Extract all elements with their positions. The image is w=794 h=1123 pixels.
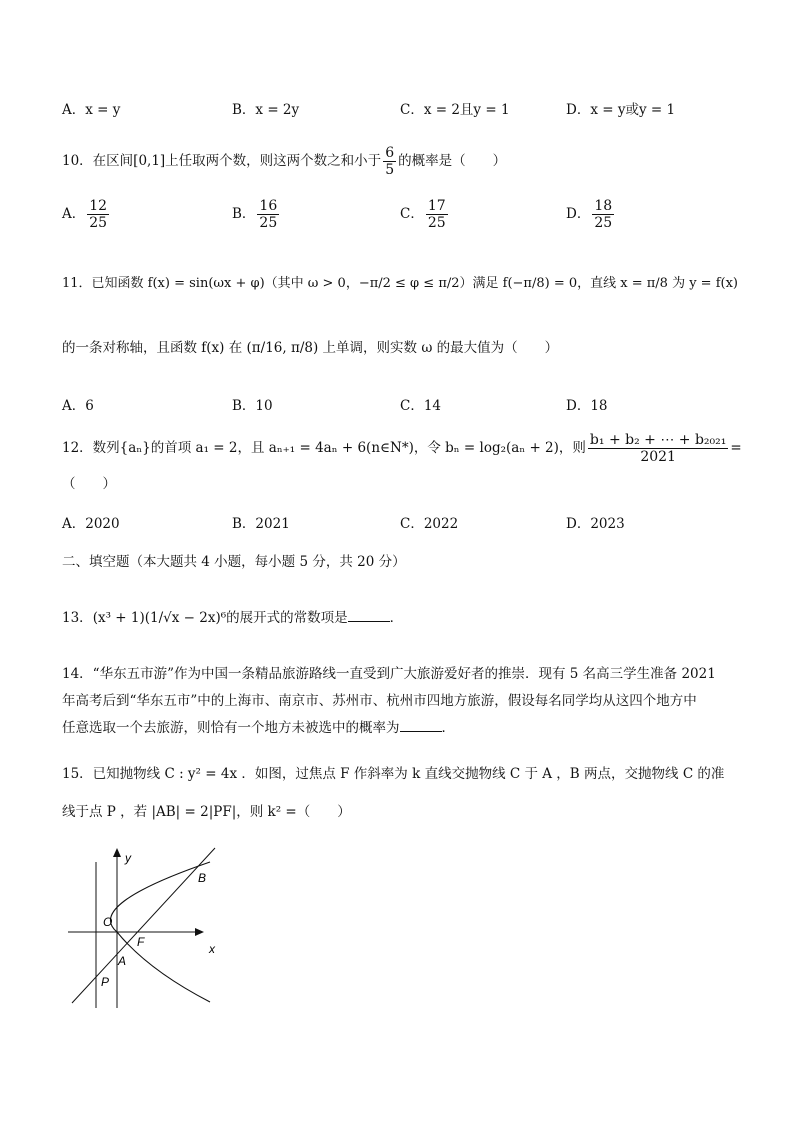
q10-d-label: D． <box>566 206 591 222</box>
q10-b-num: 16 <box>259 198 278 214</box>
label-a: A <box>118 954 127 968</box>
q12-eq: = <box>730 440 742 456</box>
q13-suffix: 的展开式的常数项是 <box>226 610 348 626</box>
q10-stem-a: 10．在区间[0,1]上任取两个数，则这两个数之和小于 <box>62 153 382 169</box>
q10-frac-den: 5 <box>385 162 395 178</box>
q14-line1: 14．“华东五市游”作为中国一条精品旅游路线一直受到广大旅游爱好者的推崇．现有 5 名高三学生准备 2021 <box>62 666 716 682</box>
q9-options <box>62 98 742 122</box>
q10-stem-b: 的概率是（ ） <box>398 153 507 169</box>
q10-options <box>62 198 742 238</box>
q10-a-label: A． <box>62 206 86 222</box>
q11-line1: 11．已知函数 f(x) = sin(ωx + φ)（其中 ω > 0，−π/2 ≤ φ ≤ π/2）满足 f(−π/8) = 0，直线 x = π/8 为 y = f(x) <box>62 276 738 291</box>
q11-option-d: D．18 <box>566 398 608 414</box>
q11-options <box>62 394 742 418</box>
q12-options <box>62 512 742 536</box>
q9-option-b: B．x = 2y <box>232 102 300 118</box>
q13-expr: (x³ + 1)(1/√x − 2x)⁶ <box>92 610 227 626</box>
label-o: O <box>103 915 113 929</box>
q15-line2: 线于点 P ，若 |AB| = 2|PF|，则 k² =（ ） <box>62 804 351 820</box>
q10-d-den: 25 <box>594 215 613 231</box>
q10-option-b <box>232 198 281 231</box>
q11-option-b: B．10 <box>232 398 273 414</box>
q9-option-d: D．x = y或y = 1 <box>566 102 676 118</box>
q10-b-label: B． <box>232 206 256 222</box>
q12-line2: （ ） <box>62 476 116 492</box>
q12-option-b: B．2021 <box>232 516 290 532</box>
q10-d-num: 18 <box>594 198 613 214</box>
section-title: 二、填空题（本大题共 4 小题，每小题 5 分，共 20 分） <box>62 554 406 570</box>
y-axis-arrow <box>113 848 121 857</box>
q10-c-den: 25 <box>427 215 446 231</box>
label-b: B <box>198 871 207 885</box>
q12-option-d: D．2023 <box>566 516 625 532</box>
q12-fraction <box>588 432 728 465</box>
q13 <box>62 606 403 626</box>
label-p: P <box>101 975 110 989</box>
q10-option-c <box>400 198 450 231</box>
q10-fraction <box>383 145 396 178</box>
x-axis-arrow <box>195 928 204 936</box>
q13-answer-blank <box>348 609 390 622</box>
q14-line3-text: 任意选取一个去旅游，则恰有一个地方未被选中的概率为 <box>62 720 400 736</box>
q10-c-num: 17 <box>427 198 446 214</box>
label-f: F <box>137 935 145 949</box>
q14-end: ． <box>441 720 455 736</box>
focal-chord-line <box>72 848 215 1003</box>
q14-line2: 年高考后到“华东五市”中的上海市、南京市、苏州市、杭州市四地方旅游，假设每名同学均从这四个地方中 <box>62 693 697 709</box>
q10-a-den: 25 <box>89 215 108 231</box>
q12-frac-num: b₁ + b₂ + ⋯ + b₂₀₂₁ <box>589 432 727 448</box>
q12-option-a: A．2020 <box>62 516 120 532</box>
q13-prefix: 13． <box>62 610 93 626</box>
q10-option-d <box>566 198 616 231</box>
q10-stem <box>62 145 506 178</box>
q14-line3 <box>62 716 455 736</box>
q10-frac-num: 6 <box>385 145 395 161</box>
q12-option-c: C．2022 <box>400 516 459 532</box>
parabola-figure <box>60 840 230 1015</box>
q9-option-a: A．x = y <box>62 102 121 118</box>
label-x: x <box>209 942 215 956</box>
q10-option-a <box>62 198 111 231</box>
q12-frac-den: 2021 <box>640 449 676 465</box>
q11-option-a: A．6 <box>62 398 94 414</box>
q10-a-num: 12 <box>89 198 108 214</box>
q11-option-c: C．14 <box>400 398 442 414</box>
q15-line1: 15．已知抛物线 C : y² = 4x ．如图，过焦点 F 作斜率为 k 直线交抛物线 C 于 A ，B 两点，交抛物线 C 的准 <box>62 766 725 782</box>
q9-option-c: C．x = 2且y = 1 <box>400 102 510 118</box>
q14-answer-blank <box>400 719 442 732</box>
label-y: y <box>125 851 131 865</box>
q13-end: ． <box>389 610 404 626</box>
q12-line1 <box>62 432 742 465</box>
q11-line2: 的一条对称轴，且函数 f(x) 在 (π/16, π/8) 上单调，则实数 ω 的最大值为（ ） <box>62 340 559 356</box>
q10-c-label: C． <box>400 206 424 222</box>
q10-b-den: 25 <box>259 215 278 231</box>
q12-stem: 12．数列{aₙ}的首项 a₁ = 2，且 aₙ₊₁ = 4aₙ + 6(n∈N*)，令 bₙ = log₂(aₙ + 2)，则 <box>62 440 586 456</box>
